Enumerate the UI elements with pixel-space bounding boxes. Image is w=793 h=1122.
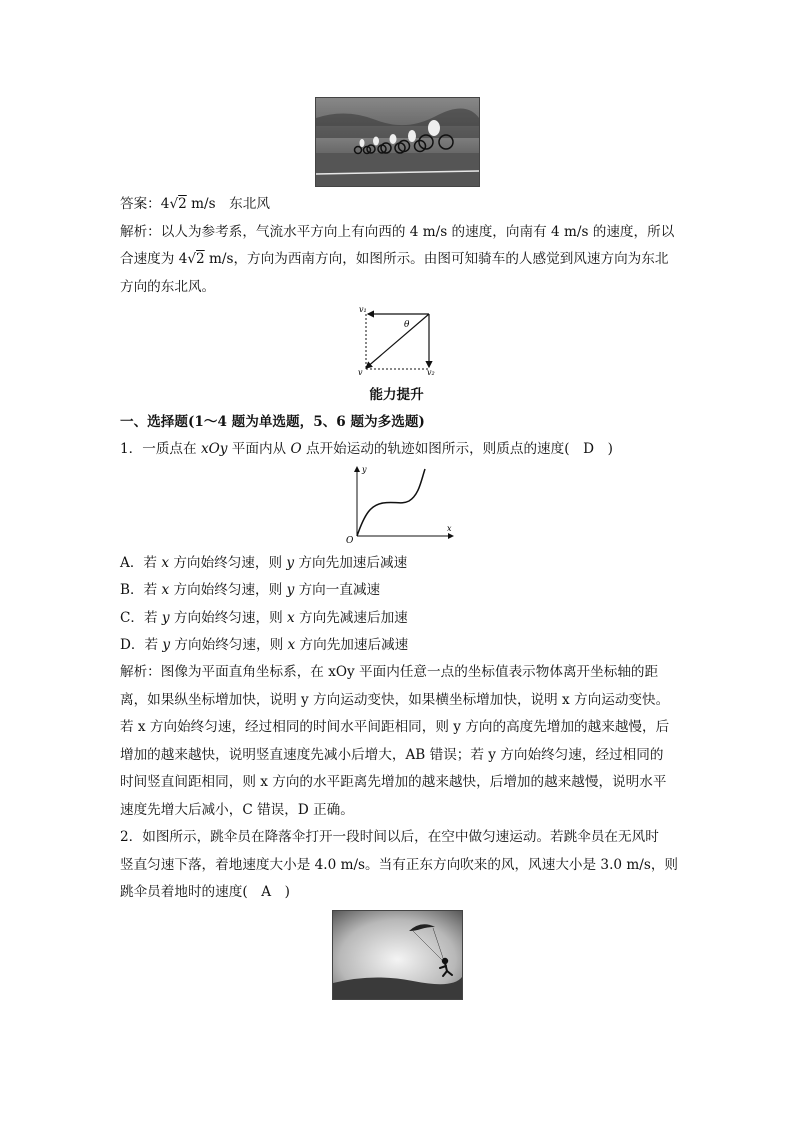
sqrt-symbol: √ [169, 196, 179, 212]
q2-line-3a: 跳伞员着地时的速度( [120, 884, 262, 900]
analysis-text-2b: m/s，方向为西南方向，如图所示。由图可知骑车的人感觉到风速方向为东北 [204, 251, 669, 267]
q1-analysis-line-3: 若 x 方向始终匀速，经过相同的时间水平间距相同，则 y 方向的高度先增加的越来越慢，后 [120, 719, 670, 735]
analysis-text-3: 方向的东北风。 [120, 279, 216, 295]
label-v: v [358, 368, 363, 377]
answer-prefix: 答案： [120, 196, 161, 212]
answer-radicand: 2 [178, 196, 187, 212]
q2-answer: A [261, 884, 272, 900]
origin-label: O [346, 536, 354, 545]
vector-v [366, 314, 429, 368]
cyclists-photo [315, 97, 480, 187]
answer-direction: 东北风 [229, 196, 270, 212]
option-d[interactable]: D．若 y 方向始终匀速，则 x 方向先加速后减速 [120, 637, 409, 653]
q1-analysis-line-4: 增加的越来越快，说明竖直速度先减小后增大，AB 错误；若 y 方向始终匀速，经过相同的 [120, 747, 664, 763]
q1-stem-d: ) [594, 441, 613, 457]
cyclists-image [316, 98, 479, 186]
analysis-label: 解析： [120, 224, 161, 240]
q2-line-3 [120, 882, 290, 902]
sqrt-symbol-2: √ [187, 251, 197, 267]
analysis-text-1: 以人为参考系，气流水平方向上有向西的 4 m/s 的速度，向南有 4 m/s 的速度，所以 [160, 224, 675, 240]
q1-analysis-line-6: 速度先增大后减小，C 错误，D 正确。 [120, 802, 354, 818]
q1-stem-b: 平面内从 [227, 441, 291, 457]
answer-unit: m/s [191, 196, 216, 212]
q1-stem-a: 1．一质点在 [120, 441, 201, 457]
axis-x-label: x [447, 524, 452, 533]
parachutist-image [333, 911, 462, 999]
label-theta: θ [404, 320, 410, 330]
q1-answer: D [583, 441, 595, 457]
analysis-line-3 [120, 277, 215, 297]
q1-analysis-line-2: 离，如果纵坐标增加快，说明 y 方向运动变快，如果横坐标增加快，说明 x 方向运动变快。 [120, 692, 670, 708]
trajectory-curve [357, 469, 425, 536]
question-1-stem [120, 439, 613, 459]
label-v1: v₁ [359, 305, 367, 314]
answer-line [120, 194, 270, 214]
option-b[interactable]: B．若 x 方向始终匀速，则 y 方向一直减速 [120, 582, 381, 598]
analysis-radicand: 2 [196, 251, 205, 267]
q2-line-2: 竖直匀速下落，着地速度大小是 4.0 m/s。当有正东方向吹来的风，风速大小是 3.0 m/s，则 [120, 857, 679, 873]
analysis-text-2a: 合速度为 4 [120, 251, 188, 267]
vector-diagram [355, 305, 437, 377]
trajectory-graph [343, 463, 459, 545]
option-a[interactable]: A．若 x 方向始终匀速，则 y 方向先加速后减速 [120, 555, 408, 571]
part-heading: 一、选择题(1～4 题为单选题，5、6 题为多选题) [120, 414, 425, 430]
q1-analysis-line-1: 解析：图像为平面直角坐标系，在 xOy 平面内任意一点的坐标值表示物体离开坐标轴的距 [120, 664, 659, 680]
answer-coef: 4 [160, 196, 170, 212]
q2-line-3b: ) [271, 884, 290, 900]
q1-stem-xoy: xOy [200, 441, 228, 457]
q1-analysis-line-5: 时间竖直间距相同，则 x 方向的水平距离先增加的越来越快，后增加的越来越慢，说明水平 [120, 774, 667, 790]
parachutist-photo [332, 910, 463, 1000]
option-c[interactable]: C．若 y 方向始终匀速，则 x 方向先减速后加速 [120, 610, 408, 626]
q1-stem-c: 点开始运动的轨迹如图所示，则质点的速度( [301, 441, 584, 457]
label-v2: v₂ [427, 368, 435, 377]
analysis-line-1 [120, 222, 674, 242]
axis-y-label: y [362, 465, 367, 474]
q2-line-1: 2．如图所示，跳伞员在降落伞打开一段时间以后，在空中做匀速运动。若跳伞员在无风时 [120, 829, 659, 845]
q1-stem-o: O [290, 441, 302, 457]
analysis-line-2 [120, 249, 668, 269]
section-title: 能力提升 [369, 387, 424, 403]
